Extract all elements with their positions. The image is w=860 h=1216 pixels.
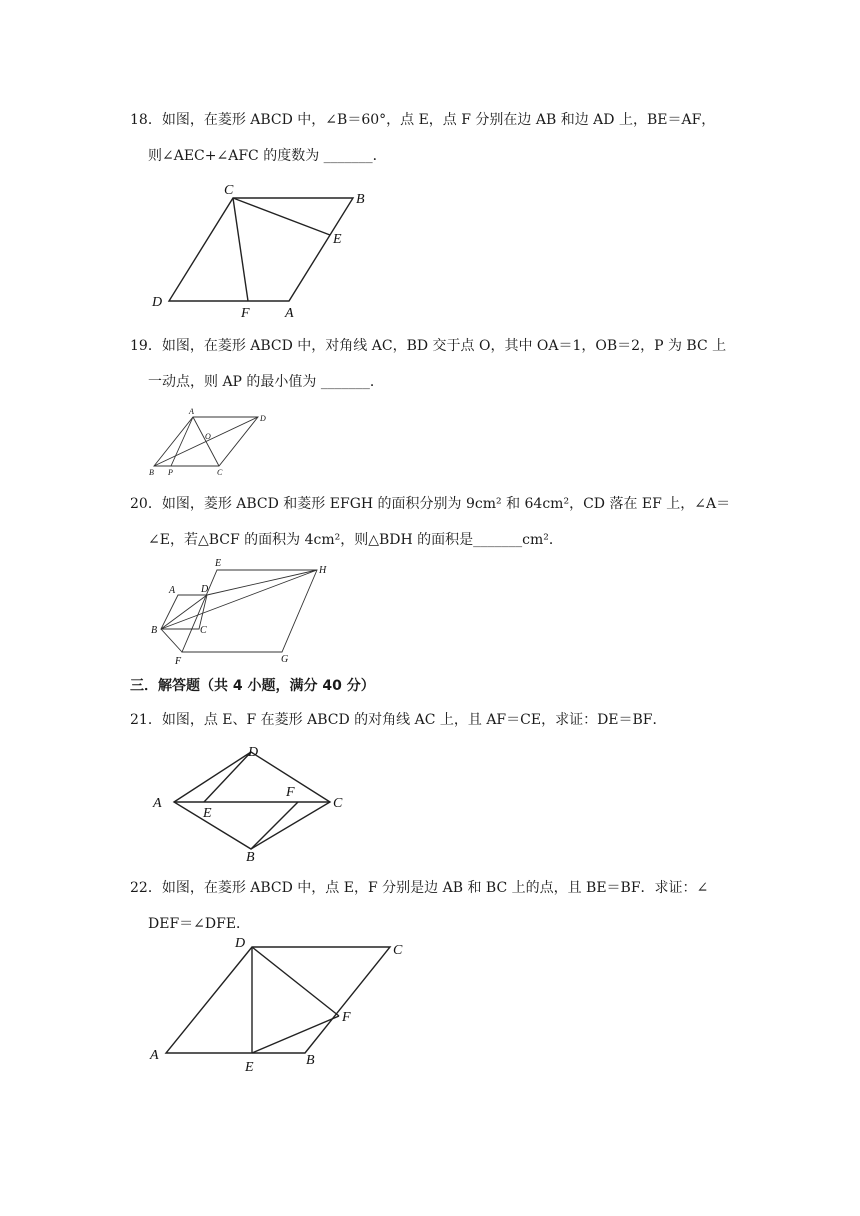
- q20-text-line2: ∠E，若△BCF 的面积为 4cm²，则△BDH 的面积是_______cm²．: [148, 532, 563, 548]
- q18-segment-ce: [233, 198, 330, 235]
- q18-label-d: D: [152, 295, 163, 310]
- q20-label-d: D: [201, 584, 209, 595]
- section-3-heading: 三．解答题（共 4 小题，满分 40 分）: [130, 678, 375, 694]
- q21-rhombus: [174, 752, 330, 849]
- q22-label-d: D: [235, 936, 246, 951]
- q22-label-a: A: [150, 1048, 159, 1063]
- q21-label-c: C: [333, 796, 343, 811]
- q20-label-e: E: [215, 558, 222, 569]
- q21-text-line1: 21．如图，点 E、F 在菱形 ABCD 的对角线 AC 上，且 AF＝CE，求证：DE＝BF．: [130, 712, 667, 728]
- q18-label-b: B: [356, 192, 365, 207]
- q19-label-c: C: [217, 468, 223, 477]
- q22-rhombus: [166, 947, 390, 1053]
- q20-label-g: G: [281, 654, 289, 665]
- q22-figure: [145, 932, 425, 1077]
- q20-label-c: C: [200, 625, 207, 636]
- q22-label-e: E: [245, 1060, 254, 1075]
- q22-label-f: F: [342, 1010, 351, 1025]
- q22-segment-ef: [252, 1016, 339, 1053]
- q19-segment-ap: [171, 417, 193, 466]
- q19-label-o: O: [205, 432, 211, 441]
- q18-figure: [140, 180, 400, 320]
- q18-label-e: E: [333, 232, 342, 247]
- q22-segment-df: [252, 947, 339, 1016]
- q19-label-a: A: [189, 407, 194, 416]
- q19-diagonal-bd: [154, 417, 258, 466]
- q20-label-f: F: [175, 656, 182, 667]
- q18-label-a: A: [285, 306, 294, 321]
- q22-label-b: B: [306, 1053, 315, 1068]
- q21-figure: [145, 740, 365, 870]
- q21-label-e: E: [203, 806, 212, 821]
- q19-text-line1: 19．如图，在菱形 ABCD 中，对角线 AC，BD 交于点 O，其中 OA＝1，OB＝2，P 为 BC 上: [130, 338, 727, 354]
- q18-text-line1: 18．如图，在菱形 ABCD 中，∠B＝60°，点 E，点 F 分别在边 AB 和边 AD 上，BE＝AF，: [130, 112, 716, 128]
- q18-text-line2: 则∠AEC+∠AFC 的度数为 _______．: [148, 148, 387, 164]
- q20-text-line1: 20．如图，菱形 ABCD 和菱形 EFGH 的面积分别为 9cm² 和 64cm²，CD 落在 EF 上，∠A＝: [130, 496, 731, 512]
- q18-segment-cf: [233, 198, 248, 301]
- q19-figure: [145, 405, 275, 480]
- q21-segment-de: [204, 752, 251, 802]
- q20-figure: [145, 558, 345, 670]
- q20-label-b: B: [151, 625, 158, 636]
- q18-label-f: F: [241, 306, 250, 321]
- q18-rhombus: [169, 198, 353, 301]
- q22-text-line1: 22．如图，在菱形 ABCD 中，点 E，F 分别是边 AB 和 BC 上的点，且 BE＝BF．求证：∠: [130, 880, 709, 896]
- q19-text-line2: 一动点，则 AP 的最小值为 _______．: [148, 374, 384, 390]
- q21-label-a: A: [153, 796, 162, 811]
- q20-label-h: H: [319, 565, 327, 576]
- q20-segment-bf: [161, 629, 182, 652]
- q21-label-b: B: [246, 850, 255, 865]
- q22-text-line2: DEF＝∠DFE．: [148, 916, 251, 932]
- q19-label-b: B: [149, 468, 154, 477]
- q20-segment-bh: [161, 570, 317, 629]
- q21-label-f: F: [286, 785, 295, 800]
- q21-label-d: D: [248, 745, 259, 760]
- q19-label-p: P: [168, 468, 173, 477]
- q20-label-a: A: [169, 585, 176, 596]
- q22-label-c: C: [393, 943, 403, 958]
- q19-label-d: D: [260, 414, 266, 423]
- q18-label-c: C: [224, 183, 234, 198]
- q20-rhombus-efgh: [182, 570, 317, 652]
